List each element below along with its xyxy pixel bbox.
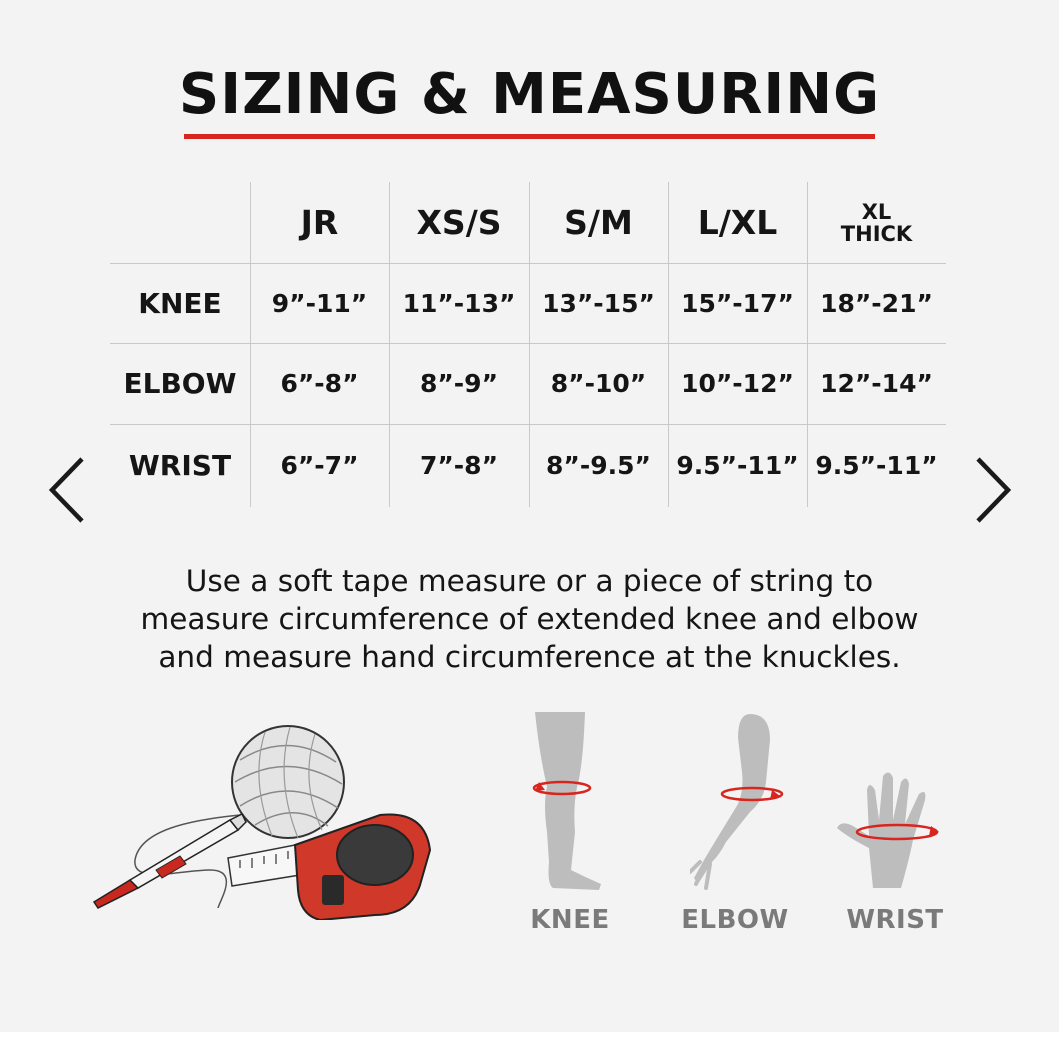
column-header-xl-thick xyxy=(807,182,946,263)
table-cell: 12”-14” xyxy=(820,369,933,398)
row-label-wrist: WRIST xyxy=(128,449,232,482)
table-cell: 6”-8” xyxy=(280,369,359,398)
measuring-tools-illustration xyxy=(90,720,440,920)
table-cell: 8”-9” xyxy=(419,369,499,398)
body-label-elbow: ELBOW xyxy=(681,905,789,935)
size-chart-table xyxy=(110,182,946,507)
table-cell: 9.5”-11” xyxy=(676,451,799,480)
table-cell: 11”-13” xyxy=(402,288,516,318)
table-cell: 9”-11” xyxy=(271,288,368,318)
instructions-line: Use a soft tape measure or a piece of string to xyxy=(185,564,874,598)
table-cell: 13”-15” xyxy=(542,288,655,318)
instructions-line: and measure hand circumference at the knuckles. xyxy=(158,640,901,674)
measuring-instructions xyxy=(60,562,999,676)
elbow-illustration xyxy=(690,712,790,890)
wrist-illustration xyxy=(835,770,950,890)
table-cell: 18”-21” xyxy=(820,288,933,318)
table-cell: 10”-12” xyxy=(681,369,794,398)
tape-blade-icon xyxy=(228,845,300,886)
table-cell: 15”-17” xyxy=(681,288,794,318)
title-underline xyxy=(184,134,875,139)
table-cell: 8”-10” xyxy=(550,369,647,398)
column-header-l-xl: L/XL xyxy=(697,203,778,242)
column-header-xl-thick-line1: XL xyxy=(861,199,892,224)
row-label-knee: KNEE xyxy=(138,286,222,320)
column-header-xs-s: XS/S xyxy=(416,203,502,242)
body-label-wrist: WRIST xyxy=(846,905,944,935)
table-cell: 7”-8” xyxy=(419,451,499,480)
chevron-right-icon[interactable] xyxy=(972,455,1016,525)
yarn-ball-icon xyxy=(232,726,344,838)
instructions-line: measure circumference of extended knee and elbow xyxy=(140,602,919,636)
column-header-xl-thick-line2: THICK xyxy=(840,221,913,246)
column-header-s-m: S/M xyxy=(564,203,633,242)
column-header-jr: JR xyxy=(300,203,339,242)
knee-illustration xyxy=(525,712,605,890)
page-title: SIZING & MEASURING xyxy=(178,62,881,127)
table-cell: 9.5”-11” xyxy=(815,451,938,480)
table-cell: 6”-7” xyxy=(280,451,359,480)
chevron-left-icon[interactable] xyxy=(46,455,90,525)
row-label-elbow: ELBOW xyxy=(123,367,237,400)
table-cell: 8”-9.5” xyxy=(546,451,651,480)
body-label-knee: KNEE xyxy=(530,905,610,935)
